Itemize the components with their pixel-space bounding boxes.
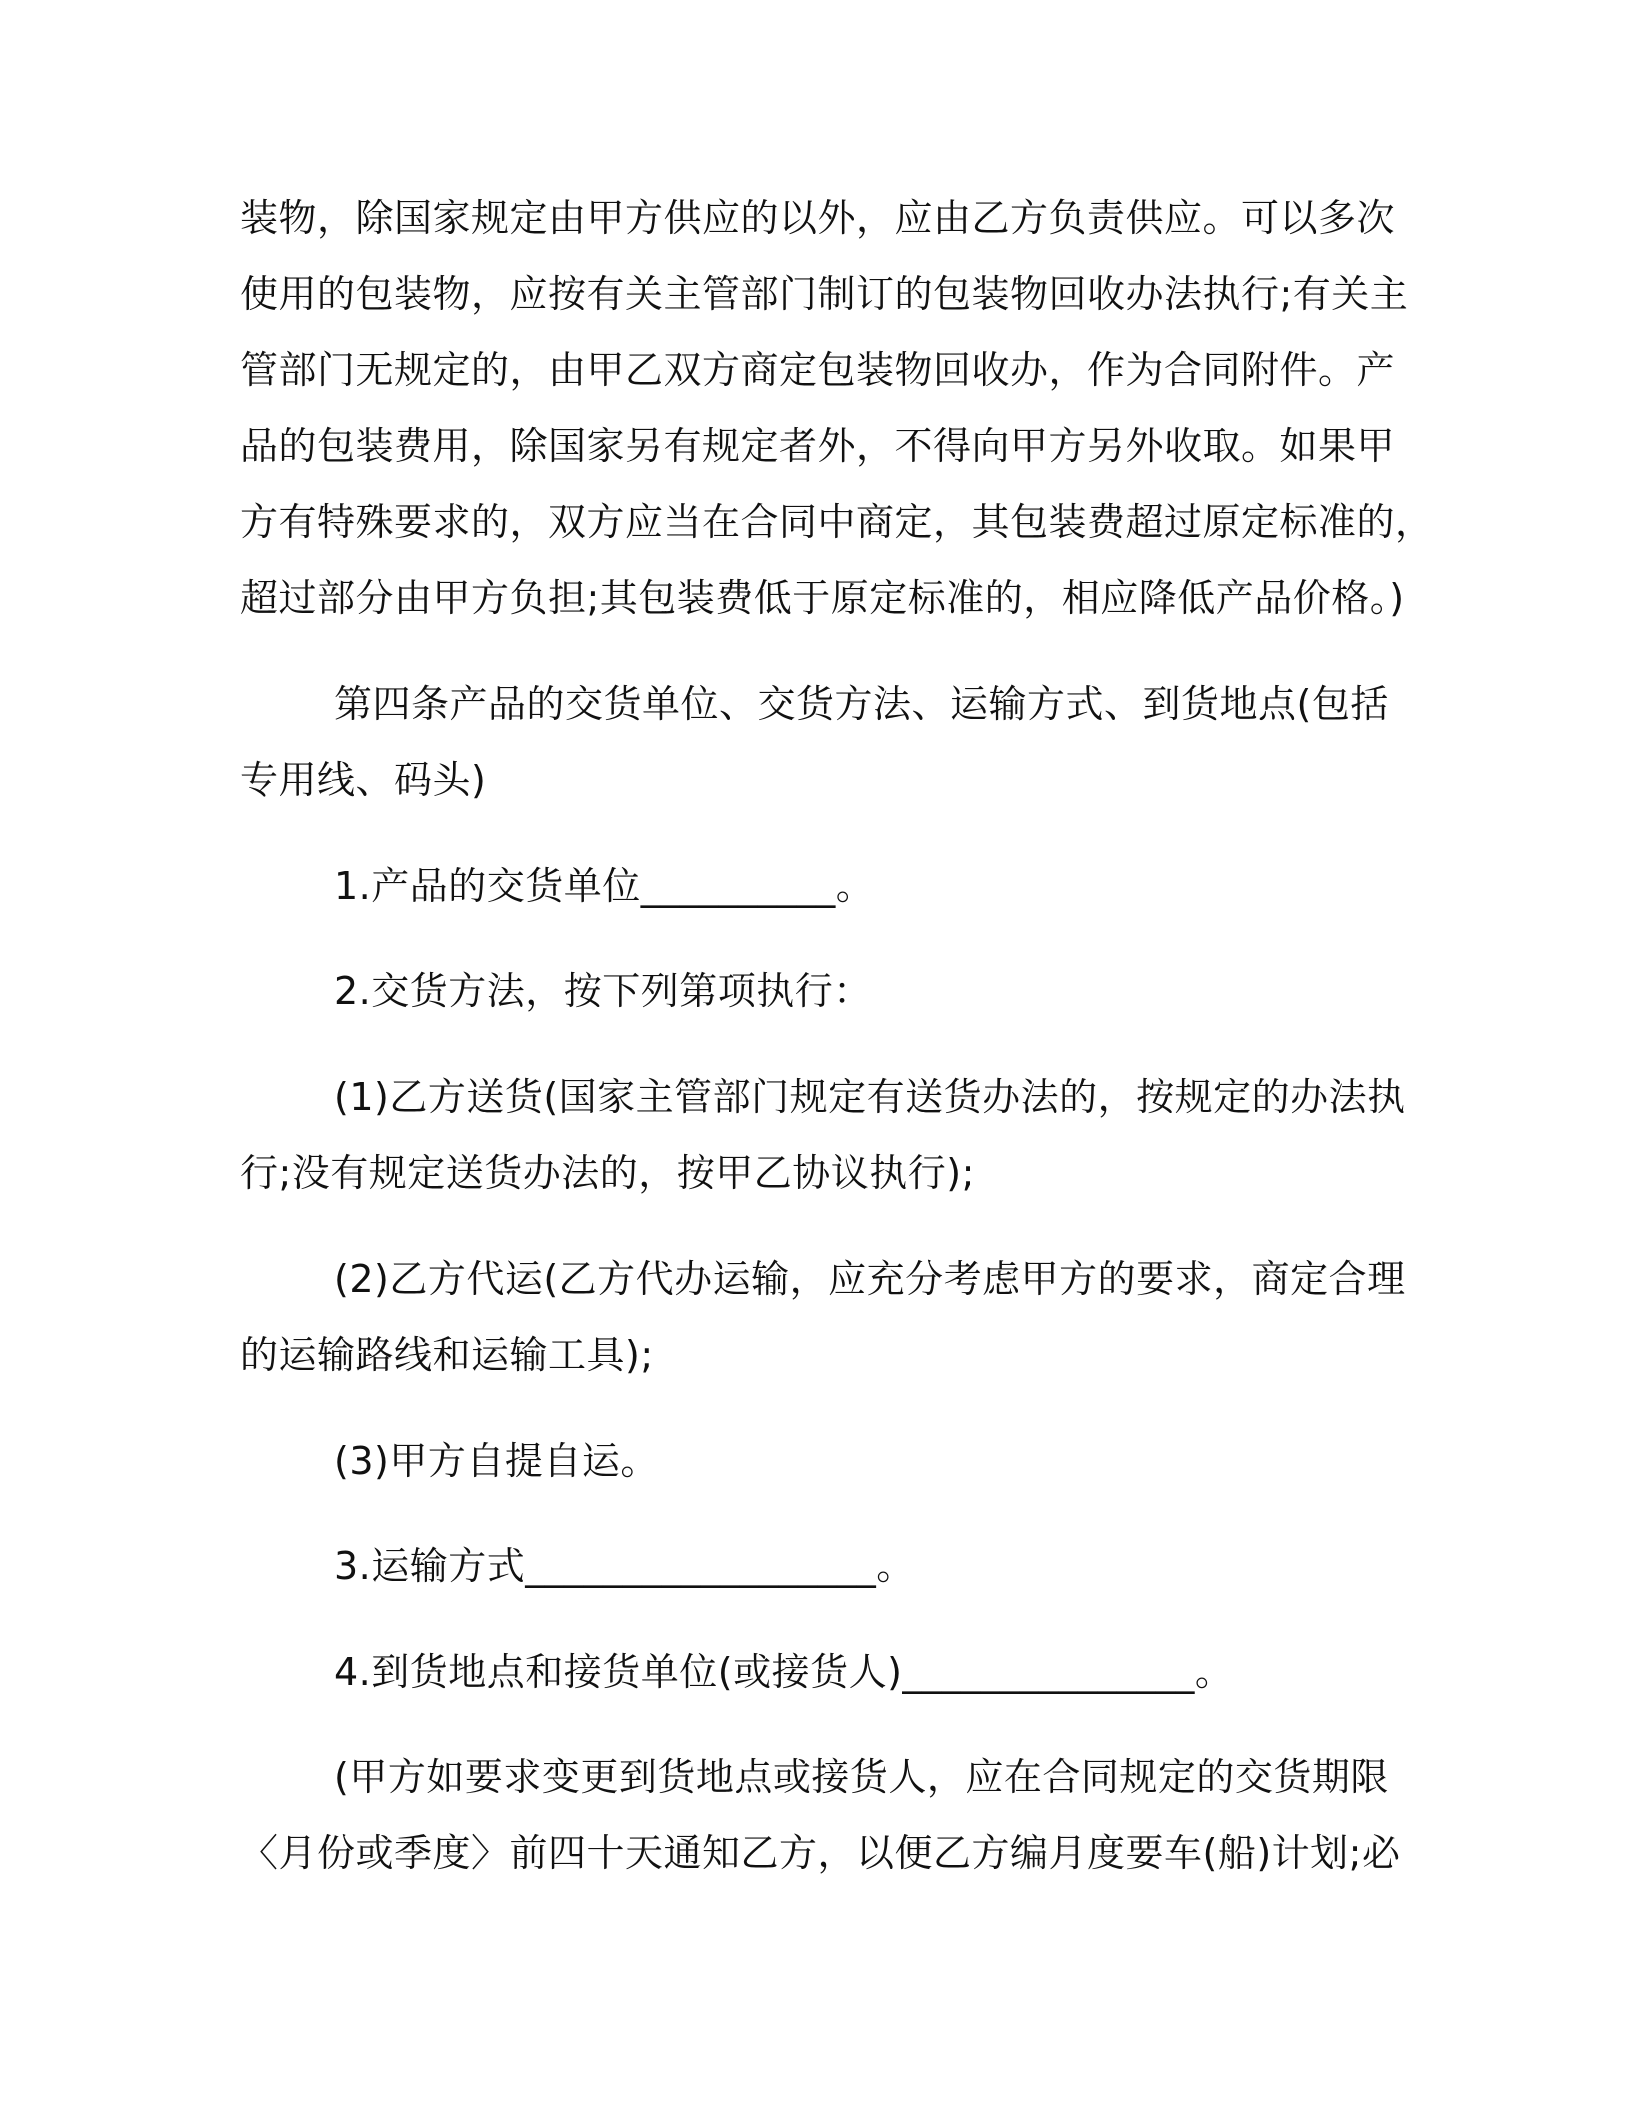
text-line: 的运输路线和运输工具); bbox=[240, 1333, 654, 1377]
text-line: 方有特殊要求的，双方应当在合同中商定，其包装费超过原定标准的， bbox=[240, 500, 1434, 544]
text-line: 超过部分由甲方负担;其包装费低于原定标准的，相应降低产品价格。) bbox=[240, 576, 1405, 620]
text-line: 专用线、码头) bbox=[240, 758, 487, 802]
list-item: 2.交货方法，按下列第项执行： bbox=[334, 969, 872, 1013]
list-item: (1)乙方送货(国家主管部门规定有送货办法的，按规定的办法执 bbox=[334, 1075, 1406, 1119]
text-line: 品的包装费用，除国家另有规定者外，不得向甲方另外收取。如果甲 bbox=[240, 424, 1396, 468]
list-item: 1.产品的交货单位__________。 bbox=[334, 864, 875, 908]
list-item: (3)甲方自提自运。 bbox=[334, 1439, 659, 1483]
list-item: 3.运输方式__________________。 bbox=[334, 1544, 915, 1588]
list-item: (2)乙方代运(乙方代办运输，应充分考虑甲方的要求，商定合理 bbox=[334, 1257, 1406, 1301]
text-line: (甲方如要求变更到货地点或接货人，应在合同规定的交货期限 bbox=[334, 1755, 1389, 1799]
article-heading: 第四条产品的交货单位、交货方法、运输方式、到货地点(包括 bbox=[334, 682, 1389, 726]
text-line: 装物，除国家规定由甲方供应的以外，应由乙方负责供应。可以多次 bbox=[240, 196, 1396, 240]
text-line: 〈月份或季度〉前四十天通知乙方，以便乙方编月度要车(船)计划;必 bbox=[240, 1831, 1401, 1875]
text-line: 管部门无规定的，由甲乙双方商定包装物回收办，作为合同附件。产 bbox=[240, 348, 1396, 392]
text-line: 使用的包装物，应按有关主管部门制订的包装物回收办法执行;有关主 bbox=[240, 272, 1409, 316]
list-item: 4.到货地点和接货单位(或接货人)_______________。 bbox=[334, 1650, 1234, 1694]
text-line: 行;没有规定送货办法的，按甲乙协议执行); bbox=[240, 1151, 975, 1195]
